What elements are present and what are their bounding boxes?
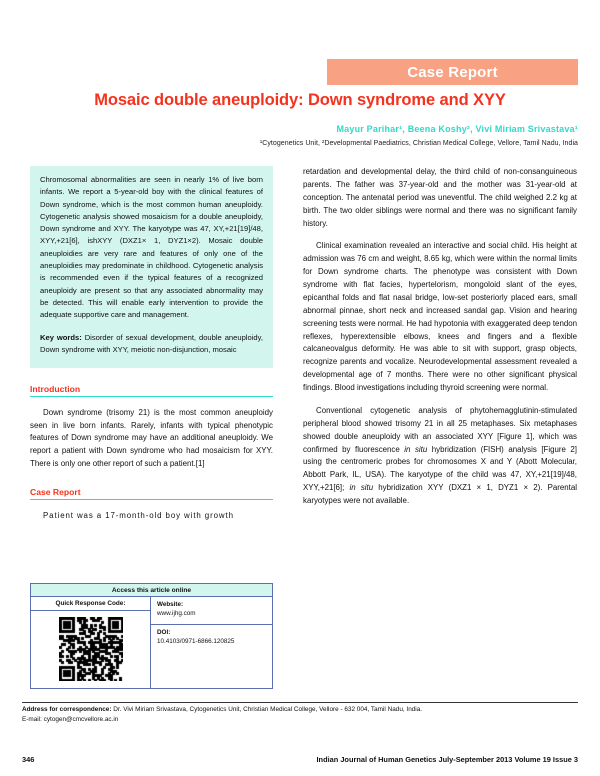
correspondence-text: Dr. Vivi Miriam Srivastava, Cytogenetics Unit, Christian Medical College, Vellore - 632 004, Tamil Nadu, India. — [111, 706, 423, 713]
section-heading-case-report: Case Report — [30, 487, 273, 500]
right-column — [303, 166, 577, 508]
page-title: Mosaic double aneuploidy: Down syndrome and XYY — [94, 91, 506, 109]
abstract-text: Chromosomal abnormalities are seen in nearly 1% of live born infants. We report a 5-year-old boy with the clinical features of Down syndrome, which is the most common human aneuploidy. Cytogenetic analysis showed mosaicism for a double aneuploidy, Down syndrome and XYY. The karyotype was 47, XY,+21[19]/48, XYY,+21[6], ishXYY (DXZ1× 1, DYZ1×2). Mosaic double aneuploidies are very rare and features of only one of the aneuploidies may predominate in childhood. Cytogenetic analysis is recommended even if the typical features of a recognized aneuploidy are present so that any associated abnormality may be detected. This will enable early intervention to provide the adequate supportive care and management. — [40, 175, 263, 320]
case-report-banner-label: Case Report — [407, 63, 498, 81]
para3-italic-1: in situ — [404, 444, 428, 454]
case-report-paragraph-1: retardation and developmental delay, the third child of non-consanguineous parents. The father was 37-year-old and the mother was 31-year-old at conception. The antenatal period was uneventful. The child weighed 2.2 kg at birth. The two older siblings were normal and there was no significant family history. — [303, 167, 577, 228]
keywords-label: Key words: — [40, 332, 82, 342]
website-label: Website: — [157, 601, 184, 608]
correspondence-block — [22, 705, 578, 726]
access-box-title: Access this article online — [31, 584, 272, 597]
correspondence-label: Address for correspondence: — [22, 706, 112, 713]
case-report-paragraph-2: Clinical examination revealed an interactive and social child. His height at admission was 76 cm and weight, 8.65 kg, which were within the normal limits for Down syndrome charts. The phenotype was consistent with Down syndrome with flat facies, hypertelorism, mongoloid slant of the eyes, epicanthal folds and flat nasal bridge, low-set posteriorly placed ears, small abnormal pinnae, short neck and increased sandal gap. Vision and hearing screening tests were normal. He had hypotonia with exaggerated deep tendon reflexes, hyperextensible elbows, knees and fingers and a flexible calcaneovalgus deformity. He was able to sit with support, grasp objects, recognize parents and vocalize. Neurodevelopmental assessment revealed a developmental age of 7 months. There were no other significant physical findings. Blood investigations including thyroid screening were normal. — [303, 241, 577, 392]
website-block — [151, 597, 272, 625]
access-box-body — [31, 597, 272, 688]
journal-citation-line: Indian Journal of Human Genetics July-September 2013 Volume 19 Issue 3 — [316, 755, 578, 764]
website-value[interactable]: www.ijhg.com — [157, 610, 196, 618]
case-report-banner — [327, 59, 578, 85]
qr-code-icon — [59, 617, 123, 681]
section-heading-introduction: Introduction — [30, 384, 273, 397]
doi-value[interactable]: 10.4103/0971-6866.120825 — [157, 638, 235, 646]
case-report-paragraph-left: Patient was a 17-month-old boy with growth — [43, 510, 234, 520]
introduction-paragraph: Down syndrome (trisomy 21) is the most common aneuploidy seen in live born infants. Rarely, infants with typical phenotypic features of Down syndrome may have an additional aneuploidy. We report a patient with Down syndrome who had mosaicism for XYY. There is only one other report of such a patient.[1] — [30, 407, 273, 469]
para3-part-a: Conventional cytogenetic analysis of phytohemagglutinin-stimulated peripheral blood showed trisomy 21 in all 25 metaphases. Six metaphases showed double aneuploidy with an associated XYY [Figure 1], which was confirmed by fluorescence — [303, 405, 577, 454]
affiliation-line: ¹Cytogenetics Unit, ²Developmental Paediatrics, Christian Medical College, Vellore, Tamil Nadu, India — [259, 140, 578, 147]
case-report-paragraph-3 — [303, 405, 577, 508]
qr-image-wrap — [31, 611, 150, 688]
keywords-block — [40, 332, 263, 357]
doi-block — [151, 625, 272, 652]
meta-cell — [151, 597, 272, 688]
para3-part-c: hybridization XYY (DXZ1 × 1, DYZ1 × 2). Parental karyotypes were not available. — [303, 483, 577, 505]
author-list: Mayur Parihar¹, Beena Koshy², Vivi Miriam Srivastava¹ — [336, 124, 578, 134]
para3-italic-2: in situ — [349, 483, 374, 493]
correspondence-email[interactable]: E-mail: cytogen@cmcvellore.ac.in — [22, 716, 119, 724]
qr-label: Quick Response Code: — [31, 597, 150, 611]
page-number: 346 — [22, 755, 35, 764]
abstract-box — [30, 166, 273, 368]
footer-divider — [22, 702, 578, 703]
access-article-online-box — [30, 583, 273, 689]
qr-cell — [31, 597, 151, 688]
para3-part-b: hybridization (FISH) analysis [Figure 2] using the centromeric probes for chromosomes X and Y (Abott Molecular, Abbott Park, IL, USA). The karyotype of the child was 47, XY,+21[19]/48, XYY,+21[6]; — [303, 444, 578, 493]
left-column — [30, 166, 273, 522]
doi-label: DOI: — [157, 628, 171, 636]
keywords-value: Disorder of sexual development, double aneuploidy, Down syndrome with XYY, meiotic non-disjunction, mosaic — [40, 332, 263, 354]
